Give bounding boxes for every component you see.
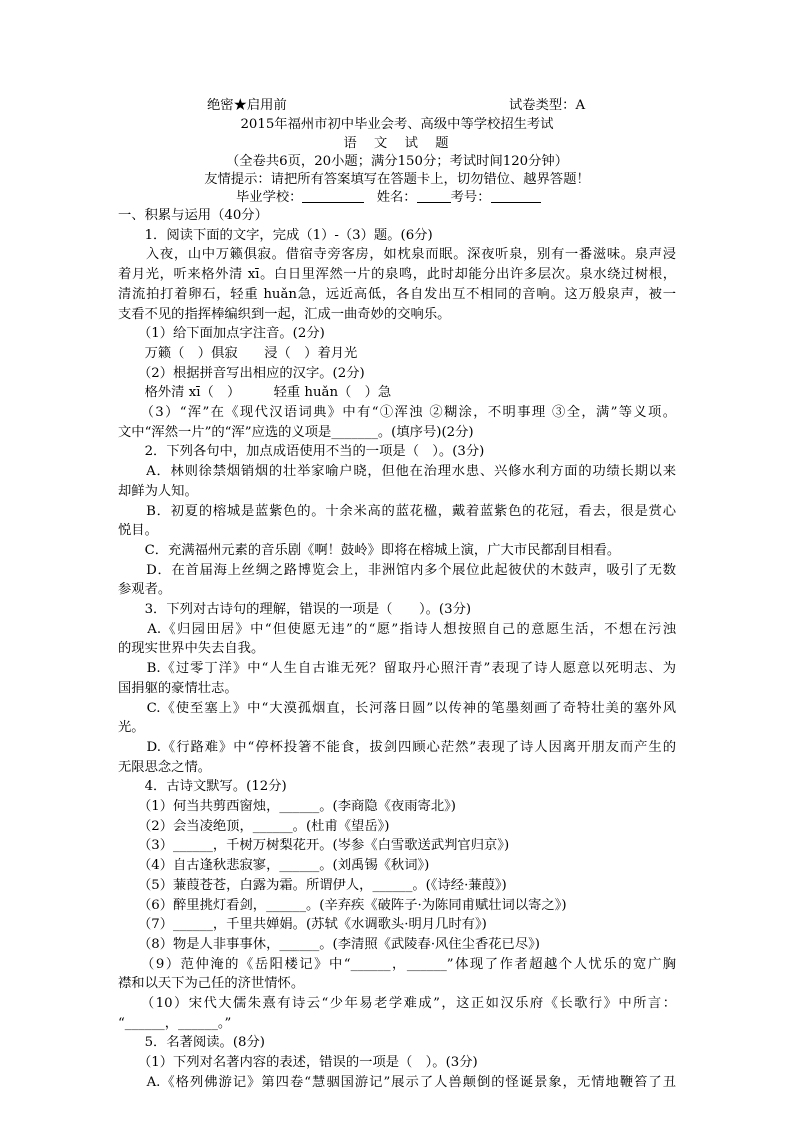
- text-line: A．林则徐禁烟销烟的壮举家喻户晓，但他在治理水患、兴修水利方面的功绩长期以来: [118, 464, 676, 480]
- text-line: 支看不见的指挥棒编织到一起，汇成一曲奇妙的交响乐。: [118, 306, 451, 322]
- text-line: （2）会当凌绝顶，______。(杜甫《望岳》): [118, 818, 390, 834]
- text-line: A.《格列佛游记》第四卷“慧骃国游记”展示了人兽颠倒的怪诞景象，无情地鞭笞了丑: [118, 1074, 676, 1090]
- name-label: 姓名：: [376, 190, 417, 205]
- text-line: C．充满福州元素的音乐剧《啊！鼓岭》即将在榕城上演，广大市民都刮目相看。: [118, 542, 621, 558]
- text-line: （3）______，千树万树梨花开。(岑参《白雪歌送武判官归京》): [118, 838, 510, 854]
- name-blank: [417, 188, 451, 203]
- text-line: 3．下列对古诗句的理解，错误的一项是（ ）。(3分): [118, 602, 472, 617]
- text-line: 却鲜为人知。: [118, 483, 198, 499]
- text-line: 入夜，山中万籁俱寂。借宿寺旁客房，如枕泉而眠。深夜听泉，别有一番滋味。泉声浸: [118, 247, 676, 263]
- text-line: 一、积累与运用（40分）: [118, 208, 268, 223]
- friendly-tip: 友情提示：请把所有答案填写在答题卡上，切勿错位、越界答题！: [204, 172, 590, 187]
- text-line: A.《归园田居》中“但使愿无违”的“愿”指诗人想按照自己的意愿生活，不想在污浊: [118, 621, 676, 637]
- school-blank: [302, 188, 364, 203]
- text-line: （10）宋代大儒朱熹有诗云“少年易老学难成”，这正如汉乐府《长歌行》中所言：: [118, 996, 676, 1011]
- id-blank: [491, 188, 541, 203]
- text-line: B.《过零丁洋》中“人生自古谁无死？留取丹心照汗青”表现了诗人愿意以死明志、为: [118, 661, 676, 677]
- text-line: （9）范仲淹的《岳阳楼记》中“______，______”体现了作者超越个人忧乐的宽广胸: [118, 956, 676, 972]
- text-line: 格外清 xī（ ） 轻重 huǎn（ ）急: [118, 385, 392, 401]
- text-line: B．初夏的榕城是蓝紫色的。十余米高的蓝花楹，戴着蓝紫色的花冠，看去，很是赏心: [118, 503, 676, 519]
- exam-title: 2015年福州市初中毕业会考、高级中等学校招生考试: [240, 117, 554, 132]
- school-label: 毕业学校：: [236, 190, 303, 205]
- text-line: （1）何当共剪西窗烛，______。(李商隐《夜雨寄北》): [118, 799, 456, 814]
- text-line: （5）蒹葭苍苍，白露为霜。所谓伊人，______。(《诗经·蒹葭》): [118, 877, 507, 893]
- text-line: D．在首届海上丝绸之路博览会上，非洲馆内多个展位此起彼伏的木鼓声，吸引了无数: [118, 562, 676, 578]
- text-line: （3）“浑”在《现代汉语词典》中有“①浑浊 ②糊涂，不明事理 ③全，满”等义项。: [118, 405, 676, 420]
- text-line: D.《行路难》中“停杯投箸不能食，拔剑四顾心茫然”表现了诗人因离开朋友而产生的: [118, 739, 676, 755]
- secret-label: 绝密★启用前: [207, 98, 287, 113]
- text-line: 参观者。: [118, 582, 172, 598]
- text-line: 的现实世界中失去自我。: [118, 641, 265, 657]
- paper-type-label: 试卷类型：A: [509, 98, 586, 113]
- text-line: （1）给下面加点字注音。(2分): [118, 326, 325, 342]
- text-line: 清流拍打着卵石，轻重 huǎn急，远近高低，各自发出互不相同的音响。这万般泉声，被一: [118, 286, 676, 302]
- text-line: 悦目。: [118, 523, 158, 539]
- id-label: 考号：: [450, 190, 491, 205]
- text-line: （1）下列对名著内容的表述，错误的一项是（ ）。(3分): [118, 1055, 478, 1071]
- text-line: 万籁（ ）俱寂 浸（ ）着月光: [118, 345, 358, 361]
- text-line: （6）醉里挑灯看剑，______。(辛弃疾《破阵子·为陈同甫赋壮词以寄之》): [118, 897, 567, 913]
- text-line: （8）物是人非事事休，______。(李清照《武陵春·风住尘香花已尽》): [118, 936, 540, 952]
- text-line: 1．阅读下面的文字，完成（1）-（3）题。(6分): [118, 227, 433, 243]
- subject-title: 语 文 试 题: [343, 136, 451, 151]
- text-line: 襟和以天下为己任的济世情怀。: [118, 976, 305, 992]
- text-line: 5．名著阅读。(8分): [118, 1035, 265, 1051]
- text-line: 文中“浑然一片”的“浑”应选的义项是_______。(填序号)(2分): [118, 424, 474, 440]
- text-line: 2．下列各句中，加点成语使用不当的一项是（ ）。(3分): [118, 444, 485, 460]
- text-line: 着月光，听来格外清 xī。白日里浑然一片的泉鸣，此时却能分出许多层次。泉水绕过树根，: [118, 267, 676, 283]
- text-line: 无限思念之情。: [118, 759, 212, 775]
- exam-info: （全卷共6页，20小题；满分150分；考试时间120分钟）: [225, 154, 569, 169]
- text-line: 国捐躯的豪情壮志。: [118, 680, 238, 696]
- text-line: （4）自古逢秋悲寂寥，______。(刘禹锡《秋词》): [118, 858, 430, 874]
- student-info-row: [236, 188, 676, 207]
- text-line: 4．古诗文默写。(12分): [118, 779, 287, 795]
- text-line: C.《使至塞上》中“大漠孤烟直，长河落日圆”以传神的笔墨刻画了奇特壮美的塞外风: [118, 700, 676, 716]
- text-line: （7）______，千里共婵娟。(苏轼《水调歌头·明月几时有》): [118, 917, 487, 933]
- text-line: 光。: [118, 720, 145, 736]
- text-line: （2）根据拼音写出相应的汉字。(2分): [118, 365, 365, 381]
- text-line: “______，______。”: [118, 1015, 232, 1031]
